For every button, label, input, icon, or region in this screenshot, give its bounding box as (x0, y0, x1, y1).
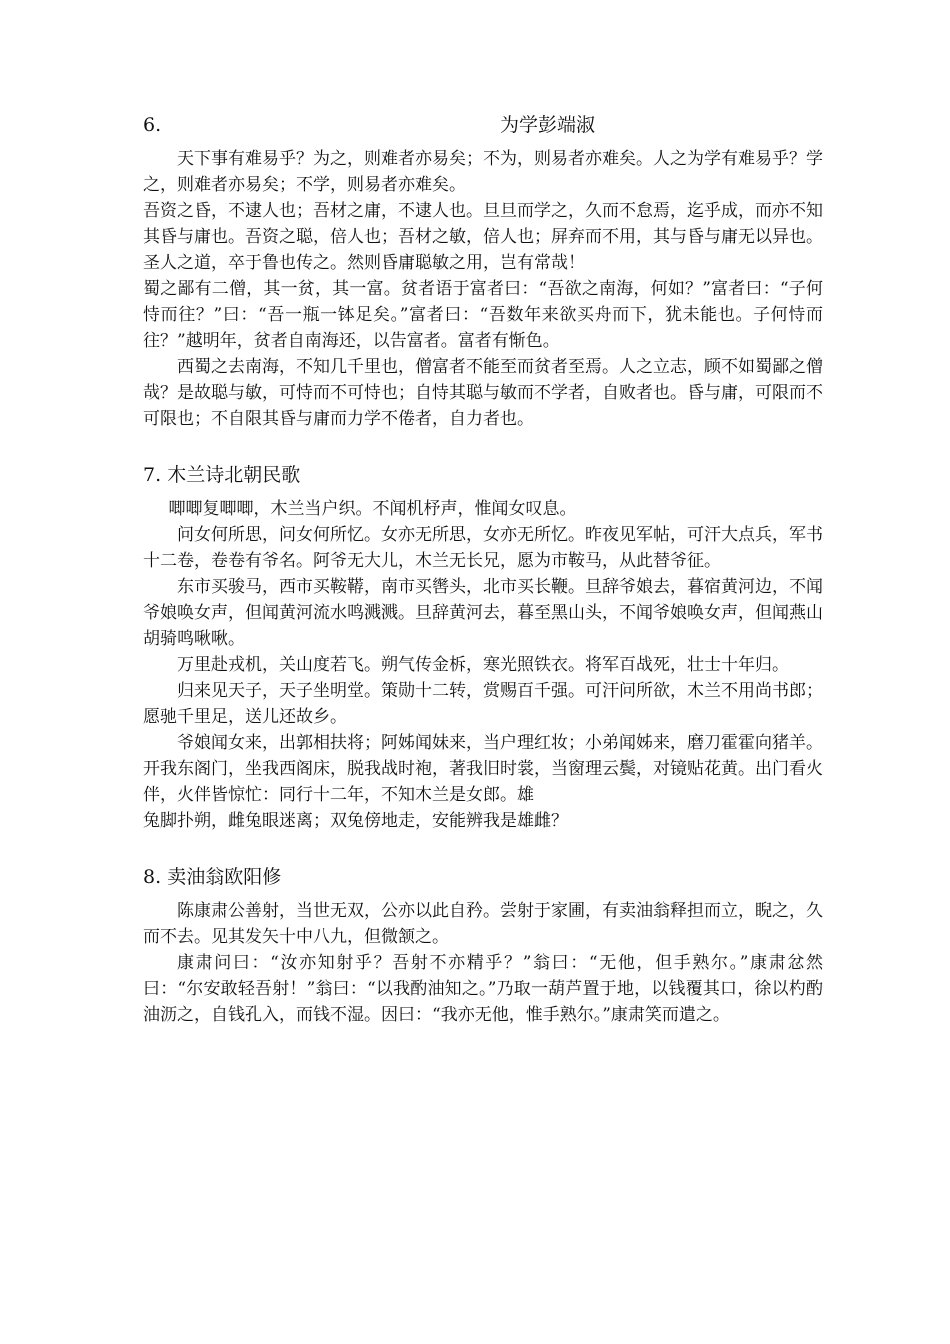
section-spacer (143, 834, 823, 862)
section-7-paragraph-2: 问女何所思，问女何所忆。女亦无所思，女亦无所忆。昨夜见军帖，可汗大点兵，军书十二卷，卷卷有爷名。阿爷无大儿，木兰无长兄，愿为市鞍马，从此替爷征。 (143, 525, 823, 571)
section-6-paragraph-3: 蜀之鄙有二僧，其一贫，其一富。贫者语于富者曰：“吾欲之南海，何如？”富者曰：“子何恃而往？”曰：“吾一瓶一钵足矣。”富者曰：“吾数年来欲买舟而下，犹未能也。子何恃而往？”越明年，贫者自南海还，以告富者。富者有惭色。 (143, 279, 823, 351)
section-6-heading (143, 110, 823, 140)
section-6-number: 6. (143, 114, 162, 136)
section-7-paragraph-4: 万里赴戎机，关山度若飞。朔气传金柝，寒光照铁衣。将军百战死，壮士十年归。 (177, 655, 789, 675)
section-7-paragraph-1: 唧唧复唧唧，木兰当户织。不闻机杼声，惟闻女叹息。 (168, 499, 577, 519)
section-7-number: 7. (143, 464, 162, 486)
section-7-paragraph-7: 兔脚扑朔，雌兔眼迷离；双兔傍地走，安能辨我是雄雌？ (143, 811, 568, 831)
section-8-heading (143, 862, 823, 892)
section-7-title: 木兰诗北朝民歌 (167, 464, 301, 486)
section-6-paragraph-4: 西蜀之去南海，不知几千里也，僧富者不能至而贫者至焉。人之立志，顾不如蜀鄙之僧哉？是故聪与敏，可恃而不可恃也；自恃其聪与敏而不学者，自败者也。昏与庸，可限而不可限也；不自限其昏与庸而力学不倦者，自力者也。 (143, 357, 823, 429)
section-6-paragraph-2: 吾资之昏，不逮人也；吾材之庸，不逮人也。旦旦而学之，久而不怠焉，迄乎成，而亦不知其昏与庸也。吾资之聪，倍人也；吾材之敏，倍人也；屏弃而不用，其与昏与庸无以异也。圣人之道，卒于鲁也传之。然则昏庸聪敏之用，岂有常哉！ (143, 201, 823, 273)
section-7-paragraph-5: 归来见天子，天子坐明堂。策勋十二转，赏赐百千强。可汗问所欲，木兰不用尚书郎；愿驰千里足，送儿还故乡。 (143, 681, 823, 727)
section-spacer (143, 432, 823, 460)
section-6-title: 为学彭端淑 (500, 114, 596, 136)
section-7-heading (143, 460, 823, 490)
section-7-paragraph-3: 东市买骏马，西市买鞍鞯，南市买辔头，北市买长鞭。旦辞爷娘去，暮宿黄河边，不闻爷娘唤女声，但闻黄河流水鸣溅溅。旦辞黄河去，暮至黑山头，不闻爷娘唤女声，但闻燕山胡骑鸣啾啾。 (143, 577, 823, 649)
section-8-paragraph-1: 陈康肃公善射，当世无双，公亦以此自矜。尝射于家圃，有卖油翁释担而立，睨之，久而不去。见其发矢十中八九，但微颔之。 (143, 901, 823, 947)
section-8-number: 8. (143, 866, 162, 888)
section-7-paragraph-6: 爷娘闻女来，出郭相扶将；阿姊闻妹来，当户理红妆；小弟闻姊来，磨刀霍霍向猪羊。开我东阁门，坐我西阁床，脱我战时袍，著我旧时裳，当窗理云鬓，对镜贴花黄。出门看火伴，火伴皆惊忙：同行十二年，不知木兰是女郎。雄 (143, 733, 823, 805)
section-6-paragraph-1: 天下事有难易乎？为之，则难者亦易矣；不为，则易者亦难矣。人之为学有难易乎？学之，则难者亦易矣；不学，则易者亦难矣。 (143, 149, 823, 195)
section-8-paragraph-2: 康肃问曰：“汝亦知射乎？吾射不亦精乎？”翁曰：“无他，但手熟尔。”康肃忿然曰：“尔安敢轻吾射！”翁曰：“以我酌油知之。”乃取一葫芦置于地，以钱覆其口，徐以杓酌油沥之，自钱孔入，而钱不湿。因曰：“我亦无他，惟手熟尔。”康肃笑而遣之。 (143, 953, 823, 1025)
document-page (143, 110, 823, 1028)
section-8-title: 卖油翁欧阳修 (167, 866, 282, 888)
